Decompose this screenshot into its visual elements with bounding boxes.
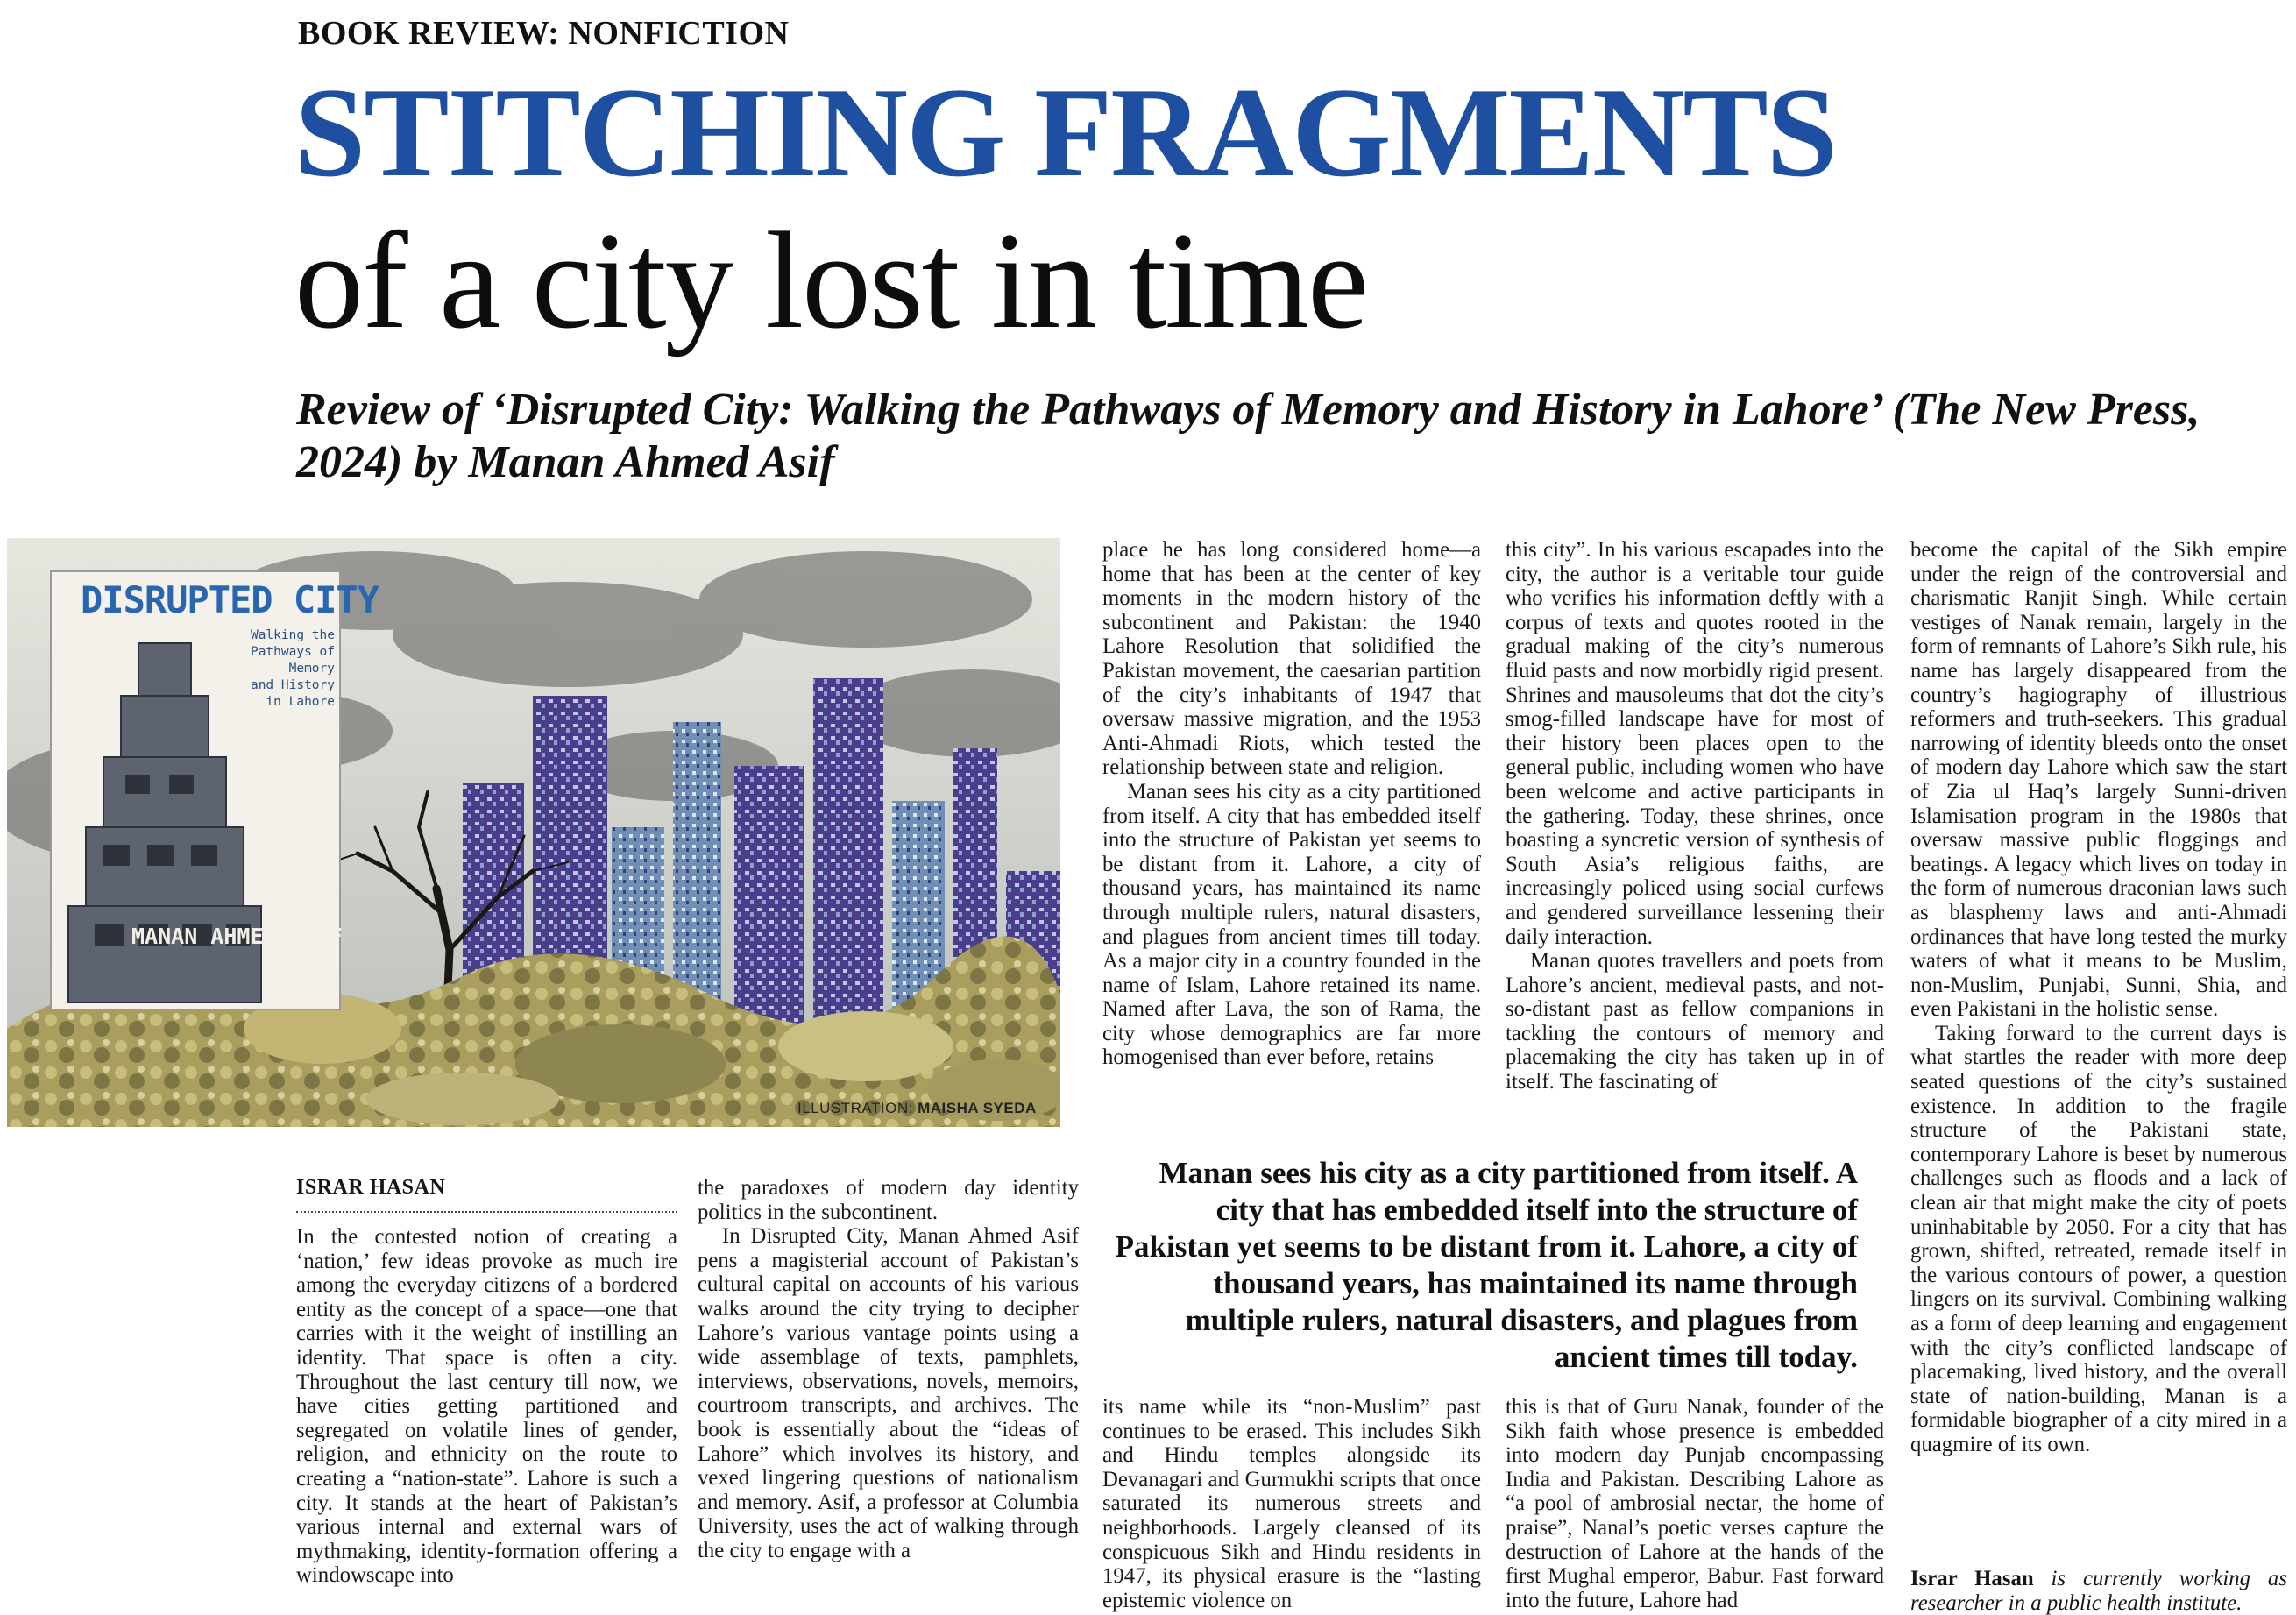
byline: ISRAR HASAN [296,1176,446,1199]
bio-name: Israr Hasan [1910,1567,2034,1590]
section-label: BOOK REVIEW: NONFICTION [298,15,790,52]
column-4-top [1506,538,1884,1094]
column-4-bottom [1506,1395,1884,1612]
paragraph: In the contested notion of creating a ‘nation,’ few ideas provoke as much ire among the everyday citizens of a bordered entity as the concept of a space—one that carries with it the weight of instilling an identity. That space is often a city. Throughout the last century till now, we have cities getting partitioned and segregated on volatile lines of gender, religion, and ethnicity on the route to creating a “nation-state”. Lahore is such a city. It stands at the heart of Pakistan’s various internal and external wars of mythmaking, identity-formation offering a windowscape into [296,1225,677,1588]
paragraph: Taking forward to the current days is what startles the reader with more deep seated questions of the city’s sustained existence. In addition to the fragile structure of the Pakistani state, contemporary Lahore is beset by numerous challenges such as floods and a lack of clean air that might make the city of poets uninhabitable by 2050. For a city that has grown, shifted, retreated, remade itself in the various contours of power, a question lingers on its survival. Combining walking as a form of deep learning and engagement with the city’s conflicted landscape of placemaking, lived history, and the overall state of nation-building, Manan is a formidable biographer of a city mired in a quagmire of its own. [1910,1021,2287,1456]
bio-text: is currently working as researcher in a public health institute. [1910,1567,2287,1615]
byline-divider [296,1211,677,1213]
standfirst: Review of ‘Disrupted City: Walking the Pathways of Memory and History in Lahore’ (The New Press, 2024) by Manan Ahmed Asif [296,385,2200,488]
illustration-artwork [7,538,1060,1127]
column-3-bottom [1102,1395,1481,1612]
book-author: MANAN AHMED ASIF [131,924,343,949]
column-2 [698,1176,1079,1563]
paragraph: its name while its “non-Muslim” past continues to be erased. This includes Sikh and Hindu temples alongside its Devanagari and Gurmukhi scripts that once saturated its numerous streets and neighborhoods. Largely cleansed of its conspicuous Sikh and Hindu residents in 1947, its physical erasure is the “lasting epistemic violence on [1102,1395,1481,1612]
illustration-credit: ILLUSTRATION: MAISHA SYEDA [797,1100,1037,1116]
book-title: DISRUPTED CITY [81,578,379,621]
paragraph: In Disrupted City, Manan Ahmed Asif pens a magisterial account of Pakistan’s cultural capital on accounts of his various walks around the city trying to decipher Lahore’s various vantage points using a wide assemblage of texts, pamphlets, interviews, observations, novels, memoirs, courtroom transcripts, and archives. The book is essentially about the “ideas of Lahore” which involves its history, and vexed lingering questions of nationalism and memory. Asif, a professor at Columbia University, uses the act of walking through the city to engage with a [698,1224,1079,1562]
column-5 [1910,538,2287,1457]
paragraph: this is that of Guru Nanak, founder of the Sikh faith whose presence is embedded into modern day Punjab encompassing India and Pakistan. Describing Lahore as “a pool of ambrosial nectar, the home of praise”, Nanal’s poetic verses capture the destruction of Lahore at the hands of the first Mughal emperor, Babur. Fast forward into the future, Lahore had [1506,1395,1884,1612]
headline: STITCHING FRAGMENTS [294,61,1836,203]
paragraph: the paradoxes of modern day identity politics in the subcontinent. [698,1176,1079,1224]
paragraph: Manan quotes travellers and poets from Lahore’s ancient, medieval pasts, and not-so-distant past as fellow companions in tackling the contours of memory and placemaking the city has taken up in of itself. The fascinating of [1506,949,1884,1094]
paragraph: place he has long considered home—a home that has been at the center of key moments in the modern history of the subcontinent and Pakistan: the 1940 Lahore Resolution that solidified the Pakistan movement, the caesarian partition of the city’s inhabitants of 1947 that oversaw massive migration, and the 1953 Anti-Ahmadi Riots, which tested the relationship between state and religion. [1102,538,1481,780]
book-subtitle: Walking the Pathways of Memory and History in Lahore [250,628,335,709]
paragraph: Manan sees his city as a city partitioned from itself. A city that has embedded itself into the structure of Pakistan yet seems to be distant from it. Lahore, a city of thousand years, has maintained its name through multiple rulers, natural disasters, and plagues from ancient times till today. As a major city in a country founded in the name of Islam, Lahore retained its name. Named after Lava, the son of Rama, the city whose demographics are far more homogenised than ever before, retains [1102,779,1481,1070]
column-3-top [1102,538,1481,1070]
paragraph: this city”. In his various escapades into the city, the author is a veritable tour guide who verifies his information deftly with a corpus of texts and quotes rooted in the gradual making of the city’s numerous fluid pasts and now morbidly rigid present. Shrines and mausoleums that dot the city’s smog-filled landscape have for most of their history been places open to the general public, including women who have been welcome and active participants in the gathering. Today, these shrines, once boasting a syncretic version of synthesis of South Asia’s religious faiths, are increasingly policed using social curfews and gendered surveillance lessening their daily interaction. [1506,538,1884,949]
paragraph: become the capital of the Sikh empire under the reign of the controversial and charismatic Ranjit Singh. While certain vestiges of Nanak remain, largely in the form of remnants of Lahore’s Sikh rule, his name has largely disappeared from the country’s hagiography of illustrious reformers and truth-seekers. This gradual narrowing of identity bleeds onto the onset of modern day Lahore which saw the start of Zia ul Haq’s largely Sunni-driven Islamisation program in the 1980s that oversaw massive public floggings and beatings. A legacy which lives on today in the form of numerous draconian laws such as blasphemy laws and anti-Ahmadi ordinances that have long tested the murky waters of what it means to be Muslim, non-Muslim, Punjabi, Sunni, Shia, and even Pakistani in the holistic sense. [1910,538,2287,1022]
column-1 [296,1225,677,1588]
author-bio [1910,1567,2287,1615]
pull-quote: Manan sees his city as a city partitioned from itself. A city that has embedded itself into the structure of Pakistan yet seems to be distant from it. Lahore, a city of thousand years, has maintained its name through multiple rulers, natural disasters, and plagues from ancient times till today. [1115,1156,1858,1374]
subheadline: of a city lost in time [294,204,1368,358]
illustration [7,538,1060,1127]
